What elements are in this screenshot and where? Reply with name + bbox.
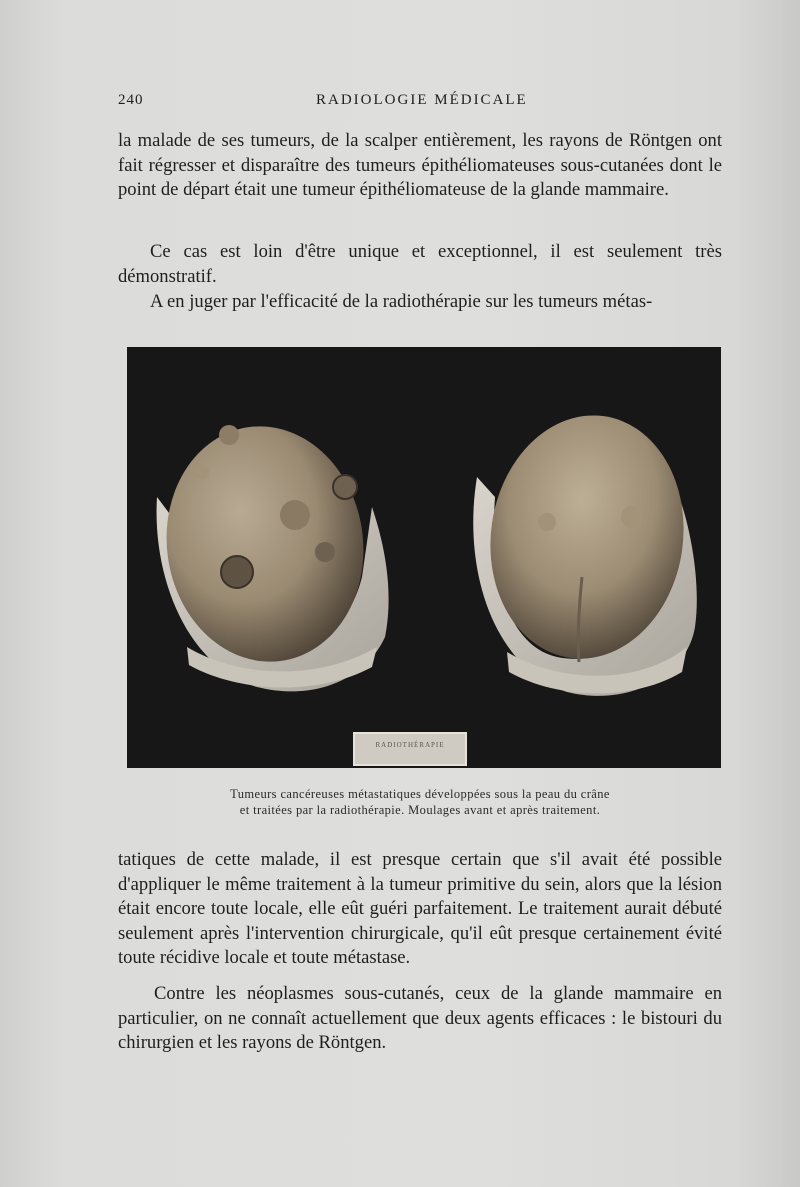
paragraph-5: Contre les néoplasmes sous-cutanés, ceux de la glande mammaire en particulier, on ne connaît actuellement que deux agents efficaces : le bistouri du chirurgien et les rayons de Röntgen.	[118, 983, 722, 1054]
page-header	[118, 92, 722, 114]
paragraph-4: tatiques de cette malade, il est presque certain que s'il avait été possible d'appliquer le même traitement à la tumeur primitive du sein, alors que la lésion était encore toute locale, elle eût guéri parfaitement. Le traitement aurait débuté seulement après l'intervention chirurgicale, qu'il eût presque certainement évité toute récidive locale et toute métastase.	[118, 849, 722, 969]
figure-caption	[118, 786, 722, 818]
caption-line-1: Tumeurs cancéreuses métastatiques développées sous la peau du crâne	[230, 787, 610, 801]
figure-photograph	[127, 347, 721, 768]
paragraph-3: A en juger par l'efficacité de la radiothérapie sur les tumeurs métas-	[150, 291, 653, 312]
plate-label: RADIOTHÉRAPIE	[375, 741, 445, 749]
paragraph-2: Ce cas est loin d'être unique et exceptionnel, il est seulement très démonstratif.	[118, 241, 722, 287]
running-title: RADIOLOGIE MÉDICALE	[316, 92, 528, 108]
page-number: 240	[118, 92, 144, 108]
paragraph-1: la malade de ses tumeurs, de la scalper entièrement, les rayons de Röntgen ont fait régresser et disparaître des tumeurs épithéliomateuses sous-cutanées dont le point de départ était une tumeur épithéliomateuse de la glande mammaire.	[118, 130, 722, 201]
caption-line-2: et traitées par la radiothérapie. Moulages avant et après traitement.	[239, 803, 601, 817]
